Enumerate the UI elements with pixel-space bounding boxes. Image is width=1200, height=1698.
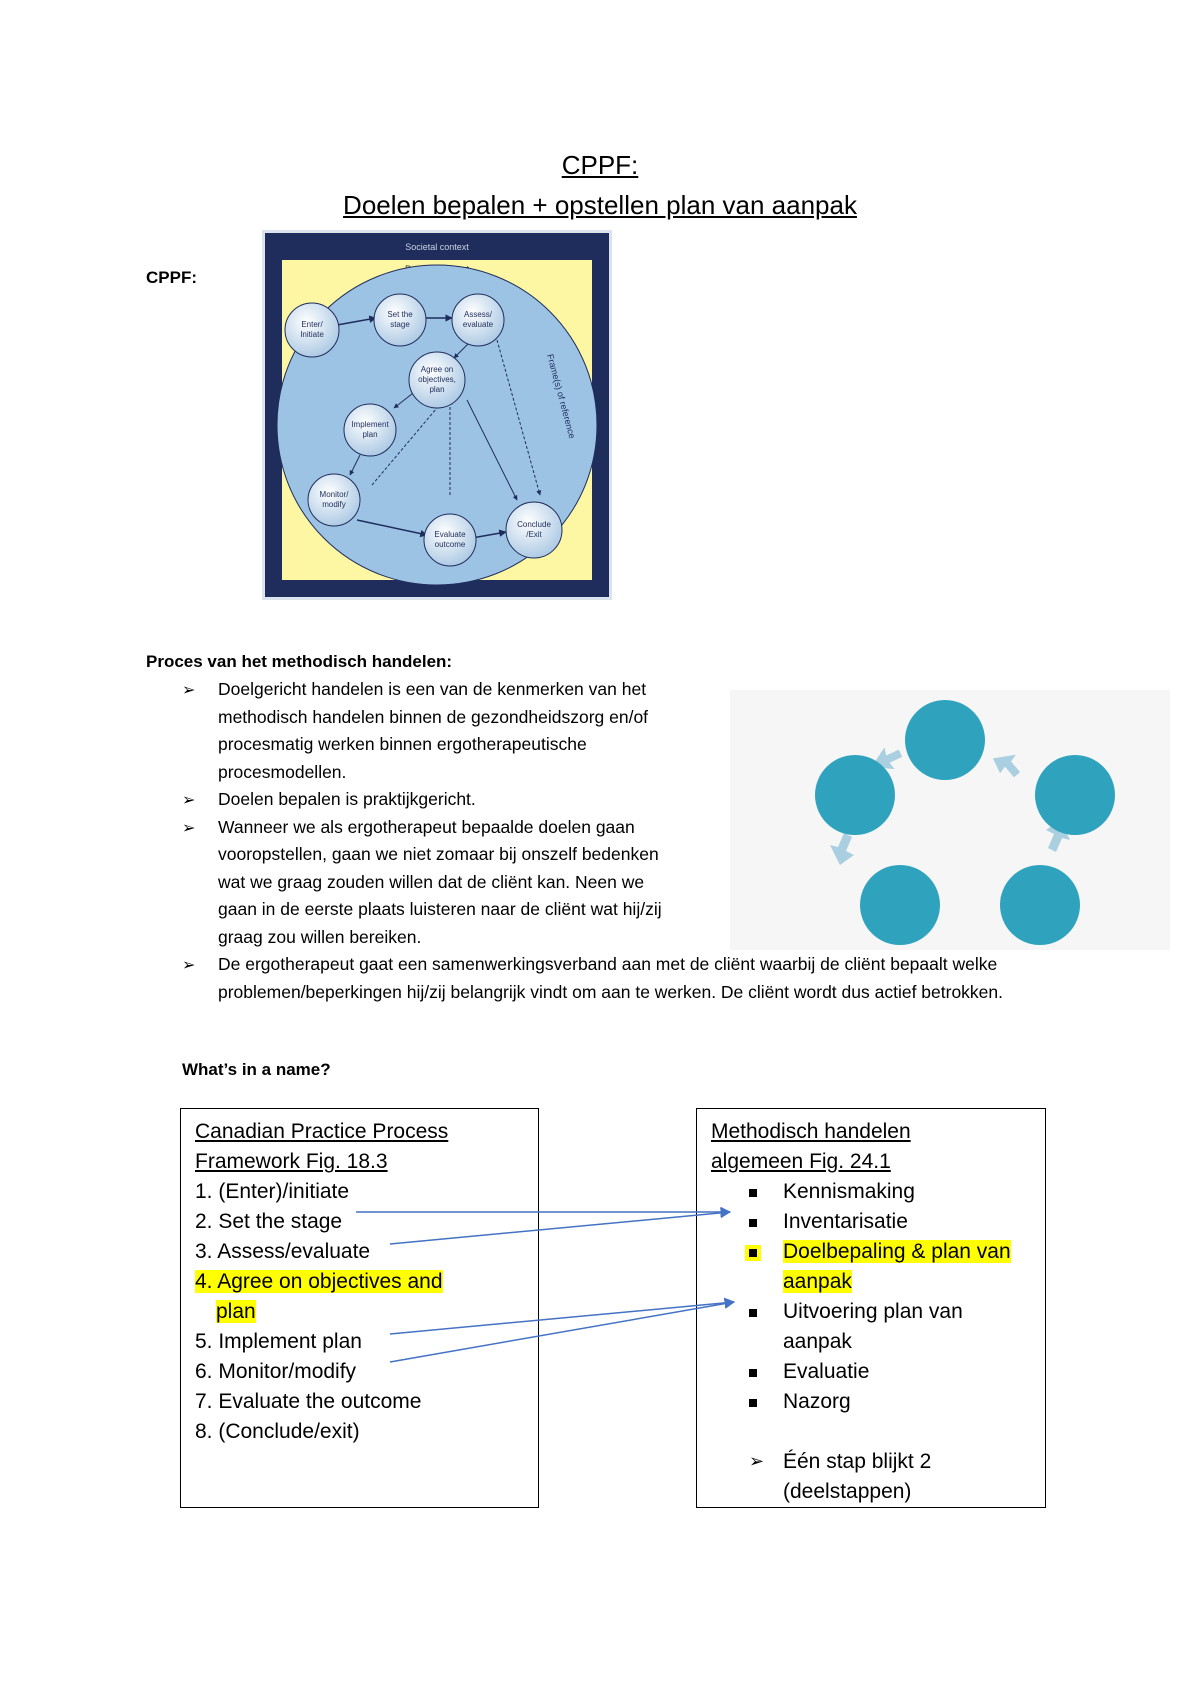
- cppf-step: 3. Assess/evaluate: [195, 1240, 371, 1263]
- process-bullet: [182, 814, 678, 952]
- svg-text:modify: modify: [322, 500, 346, 509]
- whats-in-a-name-heading: What’s in a name?: [182, 1060, 331, 1079]
- cycle-step-3: [1000, 865, 1080, 945]
- cppf-box-title-line2: Framework Fig. 18.3: [195, 1150, 388, 1173]
- node-assess-evaluate: [452, 294, 504, 346]
- cycle-step-4: [860, 865, 940, 945]
- node-conclude-exit: [506, 502, 562, 558]
- arrow-bullet-icon: ➢: [182, 790, 196, 809]
- svg-text:stage: stage: [390, 320, 410, 329]
- square-bullet-icon: [749, 1219, 757, 1227]
- arrow-bullet-icon: ➢: [182, 955, 196, 974]
- square-bullet-icon: [749, 1399, 757, 1407]
- svg-text:objectives,: objectives,: [418, 375, 456, 384]
- arrow-bullet-icon: ➢: [749, 1451, 765, 1472]
- svg-text:Agree on: Agree on: [420, 365, 454, 374]
- methodisch-handelen-cycle-diagram: [730, 690, 1170, 950]
- cppf-step: 2. Set the stage: [195, 1210, 343, 1233]
- square-bullet-icon: [749, 1309, 757, 1317]
- cppf-step: 5. Implement plan: [195, 1330, 362, 1353]
- svg-text:Conclude: Conclude: [517, 520, 551, 529]
- page-title-line1: CPPF:: [561, 150, 639, 180]
- page-title-line2: Doelen bepalen + opstellen plan van aanpak: [343, 190, 857, 220]
- arrow-bullet-icon: ➢: [182, 680, 196, 699]
- svg-text:evaluate: evaluate: [462, 320, 494, 329]
- cppf-step-highlighted: 4. Agree on objectives and: [195, 1270, 443, 1293]
- mh-step: Nazorg: [711, 1387, 1031, 1417]
- node-agree-on-objectives: [409, 352, 465, 408]
- svg-text:Implement: Implement: [351, 420, 389, 429]
- process-bullet-text: Doelen bepalen is praktijkgericht.: [218, 789, 476, 809]
- svg-text:Monitor/: Monitor/: [319, 490, 349, 499]
- cycle-step-5: [815, 755, 895, 835]
- cppf-step: 8. (Conclude/exit): [195, 1420, 360, 1443]
- cppf-step: 7. Evaluate the outcome: [195, 1390, 422, 1413]
- svg-text:/Exit: /Exit: [526, 530, 542, 539]
- process-bullet: [182, 786, 678, 814]
- mh-box-title-line2: algemeen Fig. 24.1: [711, 1150, 891, 1173]
- mh-step-list: [711, 1177, 1031, 1417]
- mh-step: Evaluatie: [711, 1357, 1031, 1387]
- square-bullet-icon: [749, 1249, 757, 1257]
- process-heading: Proces van het methodisch handelen:: [146, 652, 453, 671]
- mh-box-title-line1: Methodisch handelen: [711, 1120, 911, 1143]
- cppf-steps-box: [180, 1108, 539, 1508]
- square-bullet-icon: [749, 1189, 757, 1197]
- svg-text:plan: plan: [362, 430, 378, 439]
- node-set-the-stage: [374, 294, 426, 346]
- methodisch-handelen-box: [696, 1108, 1046, 1508]
- svg-text:Initiate: Initiate: [300, 330, 324, 339]
- cppf-label: CPPF:: [146, 268, 197, 287]
- node-monitor-modify: [308, 474, 360, 526]
- cppf-box-title-line1: Canadian Practice Process: [195, 1120, 449, 1143]
- cycle-step-2: [1035, 755, 1115, 835]
- cppf-step-highlighted-continuation: plan: [216, 1300, 256, 1323]
- process-bullet-text: Wanneer we als ergotherapeut bepaalde doelen gaan vooropstellen, gaan we niet zomaar bij onszelf bedenken wat we graag zouden willen dat de cliënt kan. Neen we gaan in de eerste plaats luisteren naar de cliënt wat hij/zij graag zou willen bereiken.: [218, 816, 662, 947]
- cppf-diagram: [262, 230, 612, 600]
- cppf-step: 1. (Enter)/initiate: [195, 1180, 350, 1203]
- square-bullet-icon: [749, 1369, 757, 1377]
- node-evaluate-outcome: [424, 514, 476, 566]
- mh-step-highlighted: Doelbepaling & plan van aanpak: [711, 1237, 1031, 1297]
- process-bullet: [182, 951, 1078, 1006]
- svg-text:plan: plan: [429, 385, 445, 394]
- svg-text:Enter/: Enter/: [301, 320, 323, 329]
- arrow-bullet-icon: ➢: [182, 817, 196, 837]
- process-bullet: [182, 676, 678, 786]
- svg-text:Evaluate: Evaluate: [434, 530, 466, 539]
- cycle-step-1: [905, 700, 985, 780]
- node-enter-initiate: [285, 303, 339, 357]
- svg-text:outcome: outcome: [434, 540, 466, 549]
- cppf-step: 6. Monitor/modify: [195, 1360, 357, 1383]
- svg-text:Assess/: Assess/: [463, 310, 493, 319]
- svg-text:Set the: Set the: [387, 310, 413, 319]
- process-bullet-text: Doelgericht handelen is een van de kenmerken van het methodisch handelen binnen de gezondheidszorg en/of procesmatig werken binnen ergotherapeutische procesmodellen.: [218, 679, 649, 782]
- societal-context-label: Societal context: [405, 242, 469, 252]
- frames-of-reference-label: Frame(s) of reference: [545, 352, 578, 440]
- mh-note: ➢ Één stap blijkt 2 (deelstappen): [711, 1447, 1031, 1507]
- mh-step: Kennismaking: [711, 1177, 1031, 1207]
- process-bullet-text: De ergotherapeut gaat een samenwerkingsverband aan met de cliënt waarbij de cliënt bepaalt welke problemen/beperkingen hij/zij belangrijk vindt om aan te werken. De cliënt wordt dus actief betrokken.: [218, 954, 1004, 1002]
- node-implement-plan: [344, 404, 396, 456]
- mh-step: Uitvoering plan van aanpak: [711, 1297, 1031, 1357]
- mh-step: Inventarisatie: [711, 1207, 1031, 1237]
